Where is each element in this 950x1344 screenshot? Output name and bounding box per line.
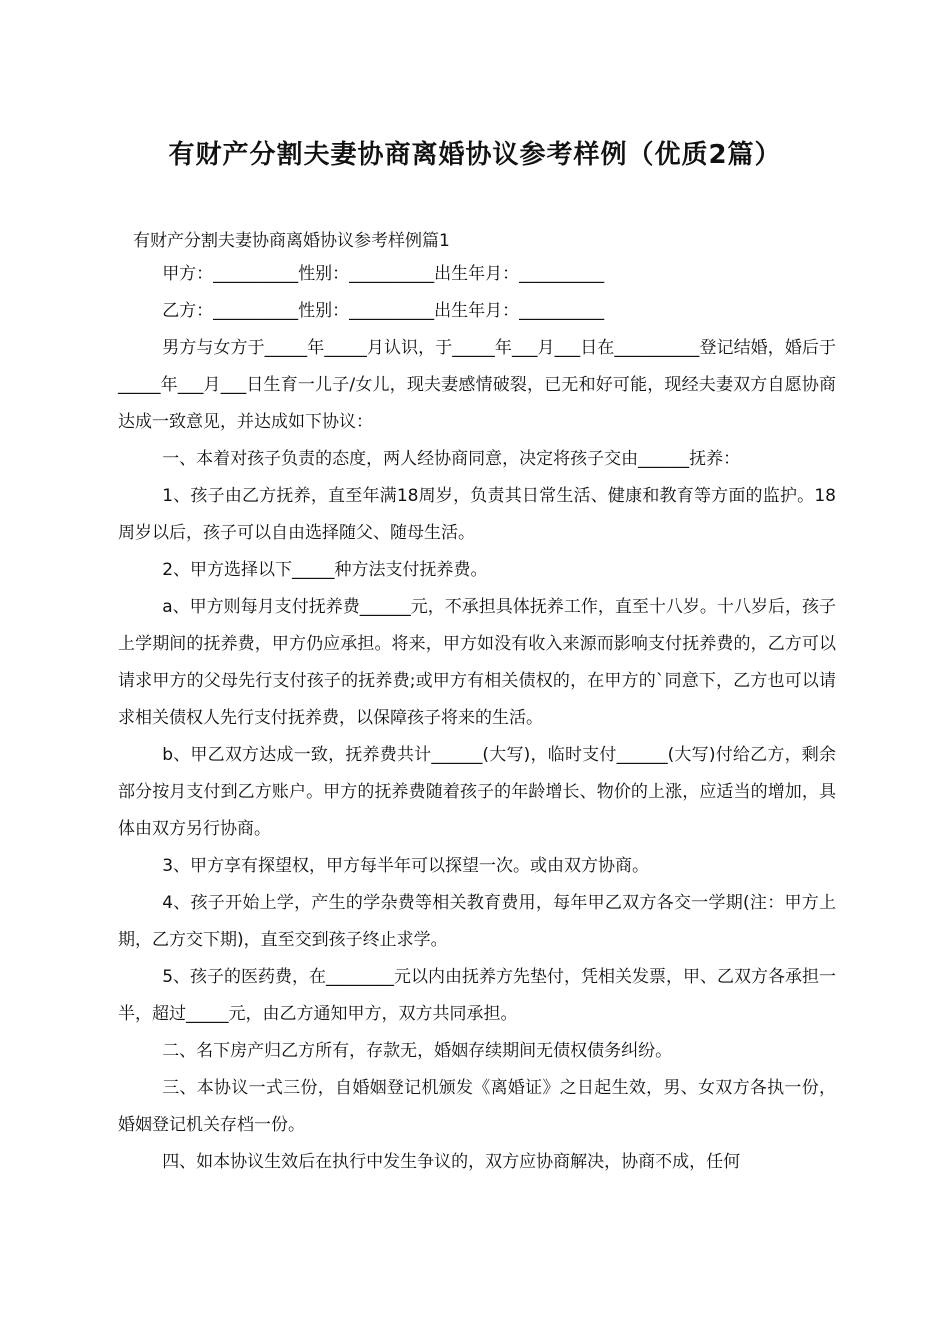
body-paragraph: 4、孩子开始上学，产生的学杂费等相关教育费用，每年甲乙双方各交一学期(注：甲方上期，乙方交下期)，直至交到孩子终止求学。 bbox=[118, 893, 836, 950]
body-paragraph: 2、甲方选择以下_____种方法支付抚养费。 bbox=[162, 560, 488, 580]
body-paragraph: 3、甲方享有探望权，甲方每半年可以探望一次。或由双方协商。 bbox=[162, 856, 650, 876]
document-title: 有财产分割夫妻协商离婚协议参考样例（优质2篇） bbox=[168, 140, 782, 170]
body-paragraph: 5、孩子的医药费，在________元以内由抚养方先垫付，凭相关发票，甲、乙双方各承担一半，超过_____元，由乙方通知甲方，双方共同承担。 bbox=[118, 967, 837, 1024]
party-b-line: 乙方：__________性别：__________出生年月：__________ bbox=[162, 301, 605, 321]
party-a-line: 甲方：__________性别：__________出生年月：__________ bbox=[162, 264, 605, 284]
agreement-body bbox=[118, 256, 836, 1181]
body-paragraph: 二、名下房产归乙方所有，存款无，婚姻存续期间无债权债务纠纷。 bbox=[162, 1041, 673, 1061]
body-paragraph: 四、如本协议生效后在执行中发生争议的，双方应协商解决，协商不成，任何 bbox=[162, 1152, 741, 1172]
body-paragraph: 一、本着对孩子负责的态度，两人经协商同意，决定将孩子交由______抚养： bbox=[162, 449, 741, 469]
body-paragraph: b、甲乙双方达成一致，抚养费共计______(大写)，临时支付______(大写)付给乙方，剩余部分按月支付到乙方账户。甲方的抚养费随着孩子的年龄增长、物价的上涨，应适当的增加，具体由双方另行协商。 bbox=[118, 745, 836, 839]
body-paragraph: 男方与女方于_____年_____月认识，于_____年___月___日在__________登记结婚，婚后于_____年___月___日生育一儿子/女儿，现夫妻感情破裂，已无和好可能，现经夫妻双方自愿协商达成一致意见，并达成如下协议： bbox=[118, 338, 836, 432]
body-paragraph: 三、本协议一式三份，自婚姻登记机颁发《离婚证》之日起生效，男、女双方各执一份，婚姻登记机关存档一份。 bbox=[118, 1078, 836, 1135]
body-paragraph: a、甲方则每月支付抚养费______元，不承担具体抚养工作，直至十八岁。十八岁后，孩子上学期间的抚养费，甲方仍应承担。将来，甲方如没有收入来源而影响支付抚养费的，乙方可以请求甲方的父母先行支付孩子的抚养费;或甲方有相关债权的，在甲方的`同意下，乙方也可以请求相关债权人先行支付抚养费，以保障孩子将来的生活。 bbox=[118, 597, 836, 728]
section-heading: 有财产分割夫妻协商离婚协议参考样例篇1 bbox=[133, 231, 450, 251]
body-paragraph: 1、孩子由乙方抚养，直至年满18周岁，负责其日常生活、健康和教育等方面的监护。18周岁以后，孩子可以自由选择随父、随母生活。 bbox=[118, 486, 836, 543]
